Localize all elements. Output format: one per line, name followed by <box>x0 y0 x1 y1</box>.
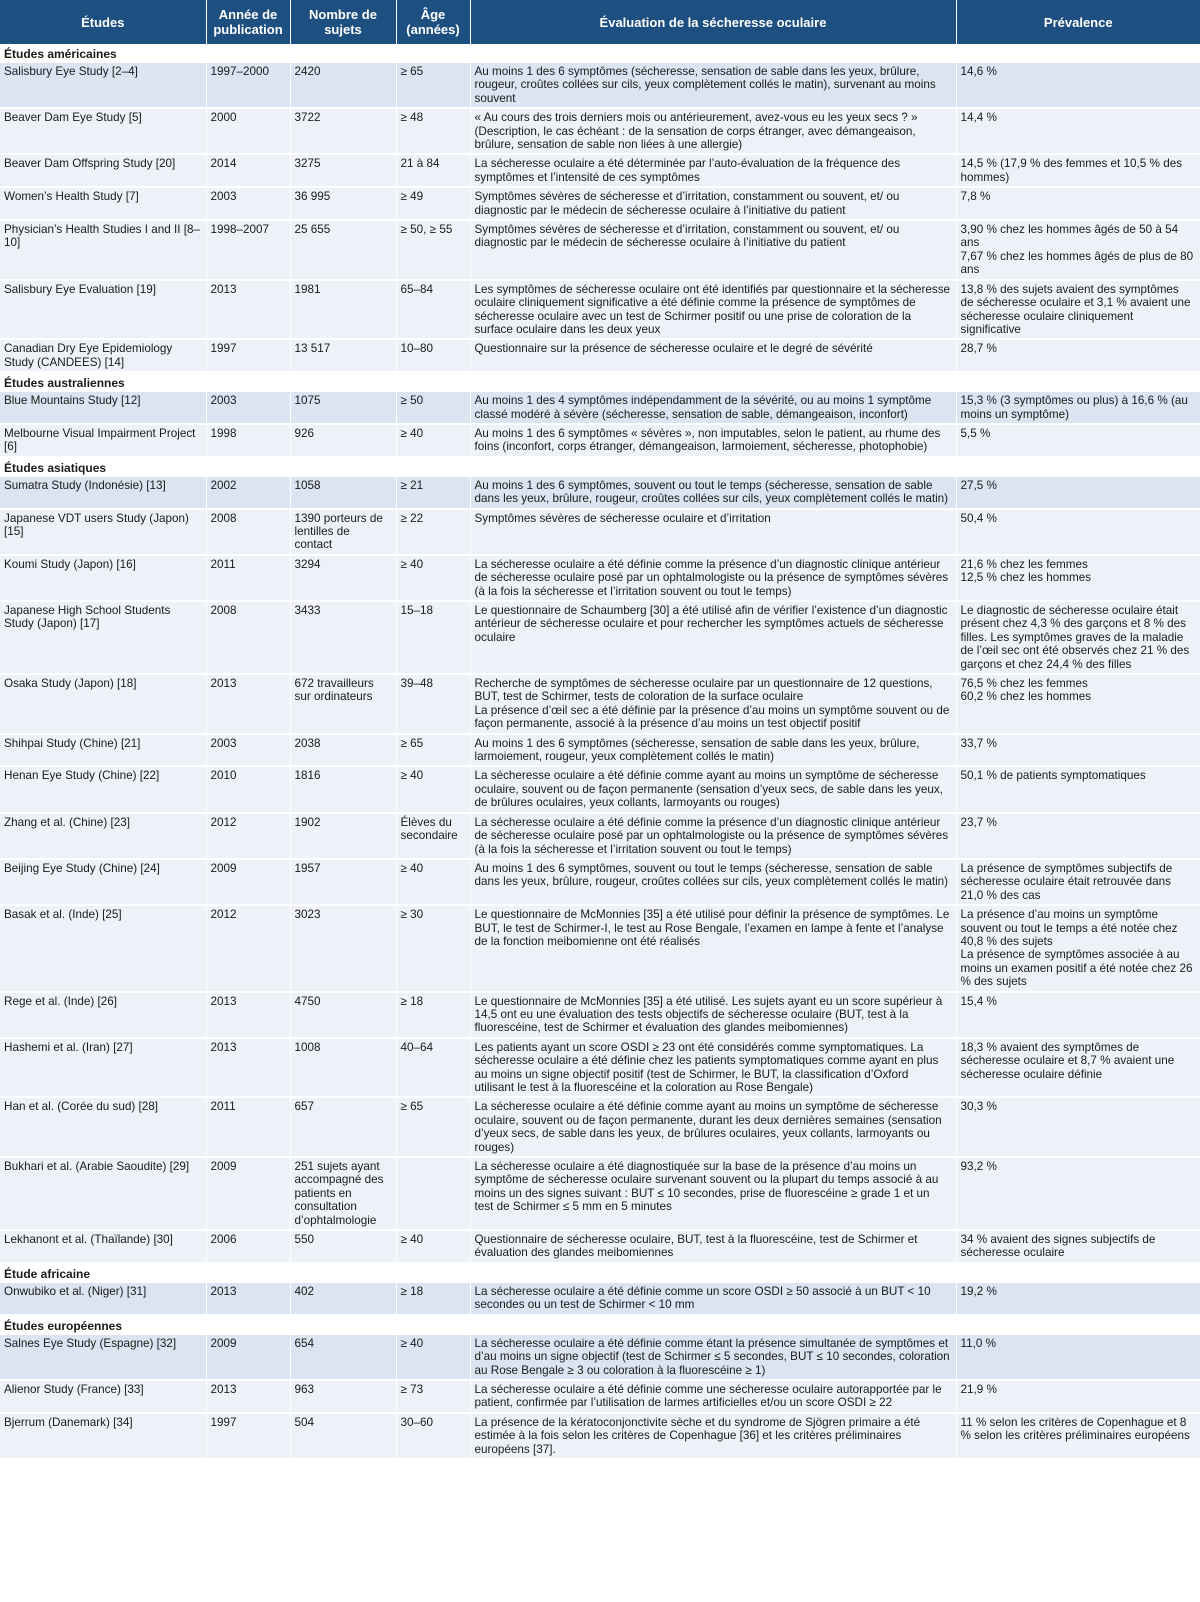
section-title: Études européennes <box>0 1315 1200 1335</box>
cell-year: 2012 <box>206 905 290 991</box>
cell-evaluation: La sécheresse oculaire a été définie comme un score OSDI ≥ 50 associé à un BUT < 10 secondes ou un test de Schirmer < 10 mm <box>470 1282 956 1314</box>
cell-study: Blue Mountains Study [12] <box>0 392 206 424</box>
cell-prevalence: La présence d’au moins un symptôme souvent ou tout le temps a été notée chez 40,8 % des sujets La présence de symptômes associée à au moins un examen positif a été notée chez 26 % des sujets <box>956 905 1200 991</box>
cell-study: Beaver Dam Eye Study [5] <box>0 108 206 154</box>
cell-prevalence: 19,2 % <box>956 1282 1200 1314</box>
cell-prevalence: 33,7 % <box>956 734 1200 767</box>
cell-year: 2013 <box>206 992 290 1038</box>
cell-evaluation: Le questionnaire de McMonnies [35] a été utilisé. Les sujets ayant eu un score supérieur à 14,5 ont eu une évaluation des tests objectifs de sécheresse oculaire (BUT, test à la fluorescéine, test de Schirmer et évaluation des glandes meibomiennes) <box>470 992 956 1038</box>
cell-prevalence: 14,5 % (17,9 % des femmes et 10,5 % des hommes) <box>956 154 1200 187</box>
table-row <box>0 1380 1200 1413</box>
cell-study: Sumatra Study (Indonésie) [13] <box>0 476 206 508</box>
cell-study: Lekhanont et al. (Thaïlande) [30] <box>0 1230 206 1263</box>
cell-age: 21 à 84 <box>396 154 470 187</box>
cell-subjects: 672 travailleurs sur ordinateurs <box>290 674 396 734</box>
table-row <box>0 1230 1200 1263</box>
table-row <box>0 1282 1200 1314</box>
cell-subjects: 2420 <box>290 63 396 109</box>
cell-study: Physician’s Health Studies I and II [8–10] <box>0 220 206 280</box>
cell-subjects: 504 <box>290 1413 396 1459</box>
cell-prevalence: 27,5 % <box>956 476 1200 508</box>
cell-year: 2003 <box>206 734 290 767</box>
cell-year: 2008 <box>206 601 290 674</box>
section-row <box>0 44 1200 63</box>
table-row <box>0 1097 1200 1157</box>
cell-prevalence: 14,4 % <box>956 108 1200 154</box>
cell-year: 2006 <box>206 1230 290 1263</box>
cell-evaluation: Le questionnaire de McMonnies [35] a été utilisé pour définir la présence de symptômes. Le BUT, le test de Schirmer-I, le test au Rose Bengale, l’examen en lampe à fente et l’analyse de la fonction meibomienne ont été réalisés <box>470 905 956 991</box>
header-prevalence: Prévalence <box>956 0 1200 44</box>
cell-age: 30–60 <box>396 1413 470 1459</box>
cell-prevalence: 93,2 % <box>956 1157 1200 1230</box>
cell-subjects: 1390 porteurs de lentilles de contact <box>290 509 396 555</box>
cell-age: Élèves du secondaire <box>396 813 470 859</box>
cell-year: 1997–2000 <box>206 63 290 109</box>
cell-prevalence: 3,90 % chez les hommes âgés de 50 à 54 ans 7,67 % chez les hommes âgés de plus de 80 ans <box>956 220 1200 280</box>
cell-evaluation: Les patients ayant un score OSDI ≥ 23 ont été considérés comme symptomatiques. La sécheresse oculaire a été définie chez les patients symptomatiques comme ayant en plus au moins un signe objectif positif (test de Schirmer, le BUT, la classification d’Oxford utilisant le test à la fluorescéine et la coloration au Rose Bengale) <box>470 1038 956 1098</box>
cell-evaluation: Au moins 1 des 6 symptômes « sévères », non imputables, selon le patient, au rhume des foins (inconfort, corps étranger, démangeaison, larmoiement, sécheresse, photophobie) <box>470 424 956 457</box>
cell-study: Japanese High School Students Study (Japon) [17] <box>0 601 206 674</box>
table-row <box>0 424 1200 457</box>
cell-age: ≥ 40 <box>396 859 470 905</box>
cell-subjects: 1981 <box>290 280 396 340</box>
cell-year: 2003 <box>206 187 290 220</box>
cell-evaluation: Au moins 1 des 6 symptômes (sécheresse, sensation de sable dans les yeux, brûlure, rougeur, croûtes collées sur cils, yeux complètement collés le matin), survenant au moins souvent <box>470 63 956 109</box>
cell-study: Zhang et al. (Chine) [23] <box>0 813 206 859</box>
cell-evaluation: La sécheresse oculaire a été déterminée par l’auto-évaluation de la fréquence des symptômes et l’intensité de ces symptômes <box>470 154 956 187</box>
table-row <box>0 859 1200 905</box>
cell-year: 2013 <box>206 280 290 340</box>
table-row <box>0 339 1200 372</box>
cell-prevalence: 34 % avaient des signes subjectifs de sécheresse oculaire <box>956 1230 1200 1263</box>
table-row <box>0 187 1200 220</box>
cell-prevalence: 28,7 % <box>956 339 1200 372</box>
cell-subjects: 657 <box>290 1097 396 1157</box>
cell-prevalence: 13,8 % des sujets avaient des symptômes de sécheresse oculaire et 3,1 % avaient une sécheresse oculaire cliniquement significative <box>956 280 1200 340</box>
cell-year: 1997 <box>206 339 290 372</box>
section-title: Études américaines <box>0 44 1200 63</box>
cell-subjects: 402 <box>290 1282 396 1314</box>
cell-study: Osaka Study (Japon) [18] <box>0 674 206 734</box>
cell-prevalence: 23,7 % <box>956 813 1200 859</box>
cell-age: ≥ 65 <box>396 734 470 767</box>
cell-age: ≥ 40 <box>396 1334 470 1380</box>
table-row <box>0 509 1200 555</box>
cell-year: 2013 <box>206 1038 290 1098</box>
cell-subjects: 13 517 <box>290 339 396 372</box>
cell-study: Melbourne Visual Impairment Project [6] <box>0 424 206 457</box>
cell-subjects: 3275 <box>290 154 396 187</box>
cell-subjects: 3722 <box>290 108 396 154</box>
cell-age: 40–64 <box>396 1038 470 1098</box>
cell-year: 1998 <box>206 424 290 457</box>
cell-year: 2003 <box>206 392 290 424</box>
cell-year: 2011 <box>206 1097 290 1157</box>
cell-year: 2012 <box>206 813 290 859</box>
cell-age: ≥ 18 <box>396 992 470 1038</box>
cell-year: 1997 <box>206 1413 290 1459</box>
table-row <box>0 1157 1200 1230</box>
cell-evaluation: Symptômes sévères de sécheresse oculaire et d’irritation <box>470 509 956 555</box>
section-row <box>0 457 1200 477</box>
cell-subjects: 963 <box>290 1380 396 1413</box>
cell-evaluation: La sécheresse oculaire a été définie comme la présence d’un diagnostic clinique antérieur de sécheresse oculaire posé par un ophtalmologiste ou la présence de symptômes sévères (à la fois la sécheresse et l’irritation souvent ou tout le temps) <box>470 555 956 601</box>
cell-prevalence: 18,3 % avaient des symptômes de sécheresse oculaire et 8,7 % avaient une sécheresse oculaire définie <box>956 1038 1200 1098</box>
cell-evaluation: La sécheresse oculaire a été définie comme ayant au moins un symptôme de sécheresse oculaire, souvent ou de façon permanente (sensation d’yeux secs, de sable dans les yeux, de brûlures oculaires, yeux collants, larmoyants ou rouges) <box>470 766 956 812</box>
cell-age: ≥ 40 <box>396 424 470 457</box>
cell-year: 2000 <box>206 108 290 154</box>
table-row <box>0 766 1200 812</box>
cell-age: ≥ 73 <box>396 1380 470 1413</box>
header-etudes: Études <box>0 0 206 44</box>
header-row <box>0 0 1200 44</box>
cell-subjects: 1008 <box>290 1038 396 1098</box>
cell-age: ≥ 48 <box>396 108 470 154</box>
cell-age <box>396 1157 470 1230</box>
cell-study: Alienor Study (France) [33] <box>0 1380 206 1413</box>
cell-evaluation: Questionnaire de sécheresse oculaire, BUT, test à la fluorescéine, test de Schirmer et évaluation des glandes meibomiennes <box>470 1230 956 1263</box>
cell-evaluation: La sécheresse oculaire a été définie comme ayant au moins un symptôme de sécheresse oculaire, souvent ou de façon permanente, durant les deux dernières semaines (sensation d’yeux secs, de sable dans les yeux, de brûlures oculaires, yeux collants, larmoyants ou rouges) <box>470 1097 956 1157</box>
cell-age: ≥ 40 <box>396 766 470 812</box>
cell-evaluation: Au moins 1 des 6 symptômes, souvent ou tout le temps (sécheresse, sensation de sable dans les yeux, brûlure, rougeur, croûtes collées sur cils, yeux complètement collés le matin) <box>470 859 956 905</box>
section-row <box>0 372 1200 392</box>
cell-age: 39–48 <box>396 674 470 734</box>
section-row <box>0 1315 1200 1335</box>
cell-prevalence: 5,5 % <box>956 424 1200 457</box>
table-row <box>0 220 1200 280</box>
cell-year: 2013 <box>206 1282 290 1314</box>
header-annee: Année de publication <box>206 0 290 44</box>
table-body <box>0 44 1200 1459</box>
cell-study: Salisbury Eye Evaluation [19] <box>0 280 206 340</box>
cell-study: Japanese VDT users Study (Japon) [15] <box>0 509 206 555</box>
cell-evaluation: Symptômes sévères de sécheresse et d’irritation, constamment ou souvent, et/ ou diagnostic par le médecin de sécheresse oculaire à l’initiative du patient <box>470 187 956 220</box>
table-row <box>0 555 1200 601</box>
cell-study: Hashemi et al. (Iran) [27] <box>0 1038 206 1098</box>
cell-subjects: 550 <box>290 1230 396 1263</box>
cell-prevalence: 21,6 % chez les femmes 12,5 % chez les hommes <box>956 555 1200 601</box>
cell-study: Koumi Study (Japon) [16] <box>0 555 206 601</box>
cell-year: 2002 <box>206 476 290 508</box>
table-row <box>0 992 1200 1038</box>
cell-age: 65–84 <box>396 280 470 340</box>
cell-evaluation: La présence de la kératoconjonctivite sèche et du syndrome de Sjögren primaire a été estimée à la fois selon les critères de Copenhague [36] et les critères préliminaires européens [37]. <box>470 1413 956 1459</box>
section-title: Études australiennes <box>0 372 1200 392</box>
cell-age: 10–80 <box>396 339 470 372</box>
table-row <box>0 1413 1200 1459</box>
cell-prevalence: 7,8 % <box>956 187 1200 220</box>
cell-age: ≥ 50, ≥ 55 <box>396 220 470 280</box>
section-title: Études asiatiques <box>0 457 1200 477</box>
cell-subjects: 1075 <box>290 392 396 424</box>
cell-subjects: 4750 <box>290 992 396 1038</box>
cell-subjects: 251 sujets ayant accompagné des patients en consultation d’ophtalmologie <box>290 1157 396 1230</box>
table-row <box>0 154 1200 187</box>
cell-evaluation: « Au cours des trois derniers mois ou antérieurement, avez-vous eu les yeux secs ? » (Description, le cas échéant : de la sensation de corps étranger, avec démangeaison, brûlure, sensation de sable non liées à une allergie) <box>470 108 956 154</box>
cell-year: 2013 <box>206 674 290 734</box>
cell-evaluation: Au moins 1 des 6 symptômes, souvent ou tout le temps (sécheresse, sensation de sable dans les yeux, brûlure, rougeur, croûtes collées sur cils, yeux complètement collés le matin) <box>470 476 956 508</box>
cell-prevalence: 21,9 % <box>956 1380 1200 1413</box>
cell-prevalence: 11 % selon les critères de Copenhague et 8 % selon les critères préliminaires européens <box>956 1413 1200 1459</box>
cell-prevalence: La présence de symptômes subjectifs de sécheresse oculaire était retrouvée dans 21,0 % des cas <box>956 859 1200 905</box>
cell-subjects: 3433 <box>290 601 396 674</box>
cell-study: Women’s Health Study [7] <box>0 187 206 220</box>
header-age: Âge (années) <box>396 0 470 44</box>
cell-evaluation: Le questionnaire de Schaumberg [30] a été utilisé afin de vérifier l’existence d’un diagnostic antérieur de sécheresse oculaire et pour rechercher les symptômes actuels de sécheresse oculaire <box>470 601 956 674</box>
cell-subjects: 25 655 <box>290 220 396 280</box>
table-header <box>0 0 1200 44</box>
cell-prevalence: Le diagnostic de sécheresse oculaire était présent chez 4,3 % des garçons et 8 % des filles. Les symptômes graves de la maladie de l’œil sec ont été observés chez 21 % des garçons et chez 24,4 % des filles <box>956 601 1200 674</box>
cell-year: 2010 <box>206 766 290 812</box>
cell-subjects: 1058 <box>290 476 396 508</box>
header-evaluation: Évaluation de la sécheresse oculaire <box>470 0 956 44</box>
cell-subjects: 1957 <box>290 859 396 905</box>
cell-age: 15–18 <box>396 601 470 674</box>
table-row <box>0 280 1200 340</box>
table-row <box>0 1038 1200 1098</box>
cell-age: ≥ 21 <box>396 476 470 508</box>
cell-study: Rege et al. (Inde) [26] <box>0 992 206 1038</box>
table-row <box>0 813 1200 859</box>
cell-study: Bjerrum (Danemark) [34] <box>0 1413 206 1459</box>
cell-age: ≥ 22 <box>396 509 470 555</box>
cell-prevalence: 50,1 % de patients symptomatiques <box>956 766 1200 812</box>
cell-age: ≥ 40 <box>396 1230 470 1263</box>
cell-prevalence: 50,4 % <box>956 509 1200 555</box>
cell-study: Salnes Eye Study (Espagne) [32] <box>0 1334 206 1380</box>
cell-age: ≥ 65 <box>396 63 470 109</box>
table-row <box>0 1334 1200 1380</box>
cell-evaluation: La sécheresse oculaire a été diagnostiquée sur la base de la présence d’au moins un symptôme de sécheresse oculaire survenant souvent ou la plupart du temps associé à au moins un des signes suivant : BUT ≤ 10 secondes, prise de fluorescéine ≥ grade 1 et un test de Schirmer ≤ 5 mm en 5 minutes <box>470 1157 956 1230</box>
cell-subjects: 654 <box>290 1334 396 1380</box>
cell-evaluation: Les symptômes de sécheresse oculaire ont été identifiés par questionnaire et la sécheresse oculaire cliniquement significative a été définie comme la présence de symptômes de sécheresse oculaire avec un test de Schirmer positif ou une prise de coloration de la surface oculaire dans les deux yeux <box>470 280 956 340</box>
cell-evaluation: La sécheresse oculaire a été définie comme une sécheresse oculaire autorapportée par le patient, confirmée par l’utilisation de larmes artificielles et/ou un score OSDI ≥ 22 <box>470 1380 956 1413</box>
cell-subjects: 3023 <box>290 905 396 991</box>
cell-subjects: 1816 <box>290 766 396 812</box>
table-row <box>0 63 1200 109</box>
cell-study: Canadian Dry Eye Epidemiology Study (CANDEES) [14] <box>0 339 206 372</box>
cell-evaluation: La sécheresse oculaire a été définie comme étant la présence simultanée de symptômes et d’au moins un signe objectif (test de Schirmer ≤ 5 secondes, BUT ≤ 10 secondes, coloration au Rose Bengale ≥ 3 ou coloration à la fluorescéine ≥ 1) <box>470 1334 956 1380</box>
cell-evaluation: Symptômes sévères de sécheresse et d’irritation, constamment ou souvent, et/ ou diagnostic par le médecin de sécheresse oculaire à l’initiative du patient <box>470 220 956 280</box>
table-row <box>0 674 1200 734</box>
cell-study: Bukhari et al. (Arabie Saoudite) [29] <box>0 1157 206 1230</box>
cell-study: Shihpai Study (Chine) [21] <box>0 734 206 767</box>
cell-study: Han et al. (Corée du sud) [28] <box>0 1097 206 1157</box>
cell-evaluation: Questionnaire sur la présence de sécheresse oculaire et le degré de sévérité <box>470 339 956 372</box>
cell-age: ≥ 50 <box>396 392 470 424</box>
cell-year: 2009 <box>206 1157 290 1230</box>
cell-subjects: 2038 <box>290 734 396 767</box>
table-row <box>0 601 1200 674</box>
section-title: Étude africaine <box>0 1263 1200 1283</box>
table-row <box>0 476 1200 508</box>
cell-prevalence: 14,6 % <box>956 63 1200 109</box>
header-nombre: Nombre de sujets <box>290 0 396 44</box>
cell-study: Beaver Dam Offspring Study [20] <box>0 154 206 187</box>
cell-year: 2011 <box>206 555 290 601</box>
cell-subjects: 1902 <box>290 813 396 859</box>
cell-evaluation: Recherche de symptômes de sécheresse oculaire par un questionnaire de 12 questions, BUT, test de Schirmer, tests de coloration de la surface oculaire La présence d’œil sec a été définie par la présence d’au moins un symptôme souvent ou de façon permanente, associé à la présence d’au moins un test objectif positif <box>470 674 956 734</box>
cell-age: ≥ 18 <box>396 1282 470 1314</box>
cell-study: Basak et al. (Inde) [25] <box>0 905 206 991</box>
cell-study: Salisbury Eye Study [2–4] <box>0 63 206 109</box>
cell-prevalence: 30,3 % <box>956 1097 1200 1157</box>
table-row <box>0 108 1200 154</box>
cell-age: ≥ 40 <box>396 555 470 601</box>
table-row <box>0 905 1200 991</box>
cell-year: 2009 <box>206 859 290 905</box>
cell-evaluation: La sécheresse oculaire a été définie comme la présence d’un diagnostic clinique antérieur de sécheresse oculaire posé par un ophtalmologiste ou la présence de symptômes sévères (à la fois la sécheresse et l’irritation souvent ou tout le temps) <box>470 813 956 859</box>
cell-study: Henan Eye Study (Chine) [22] <box>0 766 206 812</box>
cell-subjects: 3294 <box>290 555 396 601</box>
cell-prevalence: 11,0 % <box>956 1334 1200 1380</box>
table-row <box>0 392 1200 424</box>
cell-age: ≥ 65 <box>396 1097 470 1157</box>
cell-age: ≥ 30 <box>396 905 470 991</box>
cell-prevalence: 15,4 % <box>956 992 1200 1038</box>
cell-subjects: 926 <box>290 424 396 457</box>
cell-year: 2008 <box>206 509 290 555</box>
cell-evaluation: Au moins 1 des 4 symptômes indépendamment de la sévérité, ou au moins 1 symptôme classé modéré à sévère (sécheresse, sensation de sable, démangeaison, inconfort) <box>470 392 956 424</box>
table-row <box>0 734 1200 767</box>
section-row <box>0 1263 1200 1283</box>
cell-study: Beijing Eye Study (Chine) [24] <box>0 859 206 905</box>
cell-subjects: 36 995 <box>290 187 396 220</box>
cell-prevalence: 15,3 % (3 symptômes ou plus) à 16,6 % (au moins un symptôme) <box>956 392 1200 424</box>
cell-study: Onwubiko et al. (Niger) [31] <box>0 1282 206 1314</box>
cell-age: ≥ 49 <box>396 187 470 220</box>
cell-prevalence: 76,5 % chez les femmes 60,2 % chez les hommes <box>956 674 1200 734</box>
cell-year: 2013 <box>206 1380 290 1413</box>
cell-year: 2009 <box>206 1334 290 1380</box>
cell-year: 2014 <box>206 154 290 187</box>
cell-year: 1998–2007 <box>206 220 290 280</box>
cell-evaluation: Au moins 1 des 6 symptômes (sécheresse, sensation de sable dans les yeux, brûlure, larmoiement, rougeur, yeux complètement collés le matin) <box>470 734 956 767</box>
